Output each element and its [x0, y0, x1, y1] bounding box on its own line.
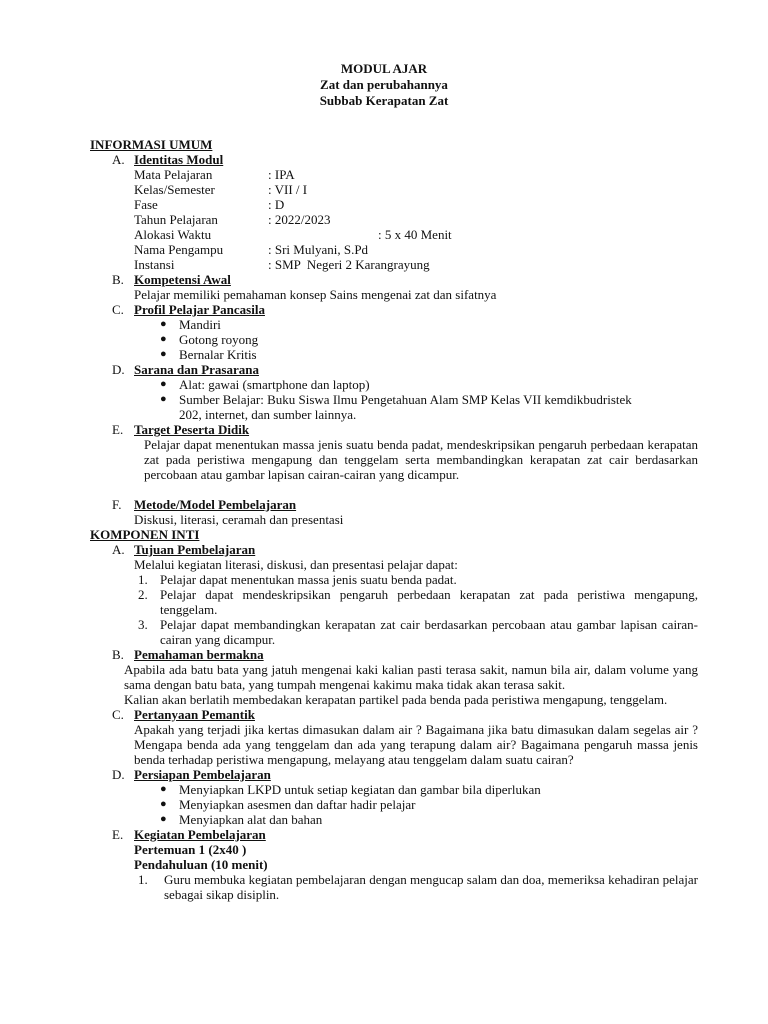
list-item-text: Menyiapkan LKPD untuk setiap kegiatan dan gambar bila diperlukan	[179, 782, 541, 797]
kv-key: Mata Pelajaran	[134, 167, 213, 182]
kv-row	[134, 212, 698, 227]
kv-row	[134, 257, 698, 272]
list-item	[160, 392, 698, 422]
list-item	[160, 812, 698, 827]
section-title: Profil Pelajar Pancasila	[134, 302, 265, 317]
numbered-list	[134, 572, 698, 647]
bullet-icon: ●	[160, 333, 167, 345]
kv-value: : IPA	[268, 167, 295, 182]
bullet-icon: ●	[160, 798, 167, 810]
bullet-icon: ●	[160, 393, 167, 405]
list-item	[160, 797, 698, 812]
list-item	[134, 587, 698, 617]
document-body	[90, 137, 698, 902]
list-item	[134, 617, 698, 647]
list-item-text: Menyiapkan asesmen dan daftar hadir pelajar	[179, 797, 416, 812]
kv-row	[134, 182, 698, 197]
list-item-text: Menyiapkan alat dan bahan	[179, 812, 323, 827]
section-letter: C.	[112, 302, 124, 317]
kv-row	[134, 227, 698, 242]
meeting-title: Pertemuan 1 (2x40 )	[134, 842, 247, 857]
section-sarana-prasarana	[90, 362, 698, 422]
list-item	[160, 317, 698, 332]
list-item	[160, 782, 698, 797]
section-paragraph: Apabila ada batu bata yang jatuh mengenai kaki kalian pasti terasa sakit, namun bila air, dalam volume yang sama dengan batu bata, yang tumpah mengenai kakimu maka tidak akan terasa sakit.	[124, 662, 698, 692]
list-item-text: Mandiri	[179, 317, 221, 332]
section-pertanyaan	[90, 707, 698, 767]
section-text: Apakah yang terjadi jika kertas dimasukan dalam air ? Bagaimana jika batu dimasukan dalam segelas air ? Mengapa benda ada yang tenggelam dan ada yang terapung dalam air? Bagaimana pengaruh massa jenis benda terhadap peristiwa mengapung, melayang atau tenggelam dalam suatu cairan?	[134, 722, 698, 767]
section-letter: E.	[112, 827, 124, 842]
section-title: Pertanyaan Pemantik	[134, 707, 255, 722]
list-item	[160, 347, 698, 362]
list-item	[160, 377, 698, 392]
section-title: Sarana dan Prasarana	[134, 362, 259, 377]
komponen-inti-heading: KOMPONEN INTI	[90, 527, 200, 542]
section-target-peserta	[90, 422, 698, 482]
kv-value: : 5 x 40 Menit	[378, 227, 452, 242]
list-number: 2.	[138, 587, 148, 602]
list-number: 3.	[138, 617, 148, 632]
section-text: Pelajar dapat menentukan massa jenis suatu benda padat, mendeskripsikan pengaruh perbedaan kerapatan zat pada peristiwa mengapung dan tenggelam serta membandingkan kerapatan zat cair berdasarkan percobaan atau gambar lapisan cairan-cairan yang dicampur.	[144, 437, 698, 482]
bullet-icon: ●	[160, 348, 167, 360]
list-item	[134, 872, 698, 902]
list-item-text: Gotong royong	[179, 332, 259, 347]
section-pemahaman	[90, 647, 698, 707]
bullet-list	[134, 317, 698, 362]
section-metode	[90, 497, 698, 527]
kv-row	[134, 197, 698, 212]
kv-key: Tahun Pelajaran	[134, 212, 218, 227]
module-title: MODUL AJAR	[340, 61, 428, 76]
section-profil-pelajar	[90, 302, 698, 362]
bullet-list	[134, 782, 698, 827]
section-title: Target Peserta Didik	[134, 422, 250, 437]
list-item	[134, 572, 698, 587]
section-letter: E.	[112, 422, 124, 437]
kv-key: Instansi	[134, 257, 175, 272]
document-header	[0, 61, 768, 109]
kv-key: Nama Pengampu	[134, 242, 224, 257]
list-number: 1.	[138, 872, 148, 887]
section-title: Persiapan Pembelajaran	[134, 767, 271, 782]
section-letter: B.	[112, 647, 124, 662]
list-item-text: Sumber Belajar: Buku Siswa Ilmu Pengetahuan Alam SMP Kelas VII kemdikbudristek 202, internet, dan sumber lainnya.	[179, 392, 632, 422]
opening-title: Pendahuluan (10 menit)	[134, 857, 268, 872]
section-title: Pemahaman bermakna	[134, 647, 264, 662]
section-letter: D.	[112, 362, 125, 377]
section-text: Diskusi, literasi, ceramah dan presentasi	[134, 512, 344, 527]
section-letter: F.	[112, 497, 122, 512]
section-intro: Melalui kegiatan literasi, diskusi, dan presentasi pelajar dapat:	[134, 557, 458, 572]
section-letter: C.	[112, 707, 124, 722]
section-title: Kompetensi Awal	[134, 272, 231, 287]
bullet-list	[134, 377, 698, 422]
numbered-list	[134, 872, 698, 902]
section-title: Tujuan Pembelajaran	[134, 542, 256, 557]
bullet-icon: ●	[160, 813, 167, 825]
list-item-text: Pelajar dapat menentukan massa jenis suatu benda padat.	[160, 572, 457, 587]
topic-title: Zat dan perubahannya	[320, 77, 448, 92]
list-number: 1.	[138, 572, 148, 587]
kv-value: : D	[268, 197, 285, 212]
list-item	[160, 332, 698, 347]
kv-key: Alokasi Waktu	[134, 227, 212, 242]
kv-value: : SMP Negeri 2 Karangrayung	[268, 257, 430, 272]
list-item-text: Alat: gawai (smartphone dan laptop)	[179, 377, 370, 392]
section-title: Identitas Modul	[134, 152, 224, 167]
bullet-icon: ●	[160, 318, 167, 330]
section-identitas-modul	[90, 152, 698, 272]
kv-key: Fase	[134, 197, 158, 212]
list-item-text: Bernalar Kritis	[179, 347, 257, 362]
section-letter: A.	[112, 542, 125, 557]
kv-value: : 2022/2023	[268, 212, 331, 227]
informasi-umum-heading: INFORMASI UMUM	[90, 137, 213, 152]
section-letter: A.	[112, 152, 125, 167]
section-kompetensi-awal	[90, 272, 698, 302]
kv-row	[134, 167, 698, 182]
section-tujuan	[90, 542, 698, 647]
list-item-text: Pelajar dapat membandingkan kerapatan zat cair berdasarkan percobaan atau gambar lapisan cairan-cairan yang dicampur.	[160, 617, 698, 647]
section-letter: B.	[112, 272, 124, 287]
bullet-icon: ●	[160, 783, 167, 795]
section-kegiatan	[90, 827, 698, 902]
section-persiapan	[90, 767, 698, 827]
kv-value: : Sri Mulyani, S.Pd	[268, 242, 369, 257]
section-title: Kegiatan Pembelajaran	[134, 827, 266, 842]
section-letter: D.	[112, 767, 125, 782]
section-paragraph: Kalian akan berlatih membedakan kerapatan partikel pada benda pada peristiwa mengapung, tenggelam.	[124, 692, 668, 707]
bullet-icon: ●	[160, 378, 167, 390]
kv-row	[134, 242, 698, 257]
section-text: Pelajar memiliki pemahaman konsep Sains mengenai zat dan sifatnya	[134, 287, 497, 302]
subtopic-title: Subbab Kerapatan Zat	[319, 93, 449, 108]
section-title: Metode/Model Pembelajaran	[134, 497, 297, 512]
list-item-text: Pelajar dapat mendeskripsikan pengaruh perbedaan kerapatan zat pada peristiwa mengapung, tenggelam.	[160, 587, 698, 617]
kv-value: : VII / I	[268, 182, 308, 197]
list-item-text: Guru membuka kegiatan pembelajaran dengan mengucap salam dan doa, memeriksa kehadiran pelajar sebagai sikap disiplin.	[164, 872, 698, 902]
kv-key: Kelas/Semester	[134, 182, 215, 197]
